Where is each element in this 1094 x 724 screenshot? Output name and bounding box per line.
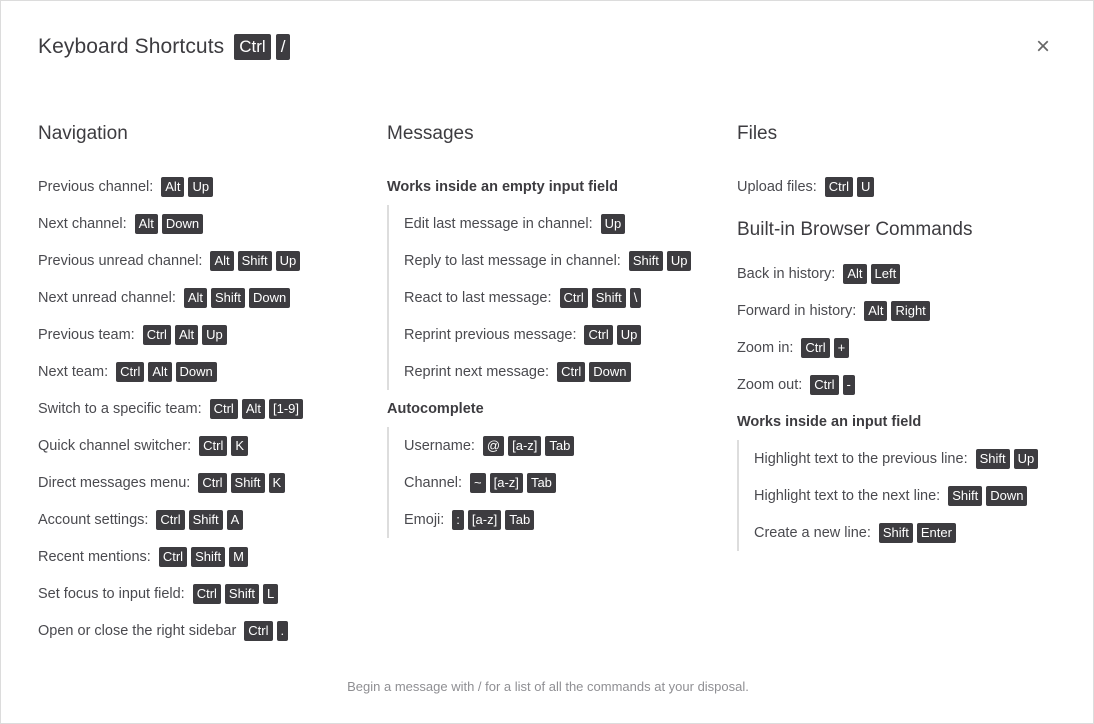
key-badge: ~ <box>470 473 486 493</box>
key-badge: Alt <box>864 301 887 321</box>
messages-section <box>387 121 695 538</box>
key-badge: Ctrl <box>557 362 585 382</box>
key-badge: Right <box>891 301 929 321</box>
shortcut-label: Previous channel: <box>38 178 154 195</box>
key-badge: K <box>231 436 248 456</box>
shortcut-row <box>754 440 1042 477</box>
key-badge: Up <box>667 251 692 271</box>
browser-list <box>737 255 1042 403</box>
shortcut-label: Create a new line: <box>754 524 871 541</box>
shortcut-row <box>38 205 307 242</box>
key-badge: Up <box>617 325 642 345</box>
shortcut-label: Direct messages menu: <box>38 474 191 491</box>
section-title: Messages <box>387 123 474 144</box>
key-badge: / <box>276 34 291 60</box>
key-badge: Down <box>176 362 217 382</box>
key-badge: Ctrl <box>810 375 838 395</box>
key-badge: Up <box>1014 449 1039 469</box>
key-badge: Ctrl <box>801 338 829 358</box>
shortcut-row <box>404 427 695 464</box>
key-badge: [1-9] <box>269 399 303 419</box>
key-badge: + <box>834 338 850 358</box>
shortcut-label: Next unread channel: <box>38 289 176 306</box>
shortcut-label: Set focus to input field: <box>38 585 185 602</box>
shortcut-label: Forward in history: <box>737 302 857 319</box>
files-section <box>737 121 1042 551</box>
key-badge: Down <box>162 214 203 234</box>
shortcut-row <box>38 316 307 353</box>
shortcut-row <box>38 390 307 427</box>
shortcut-row <box>38 242 307 279</box>
key-badge: \ <box>630 288 642 308</box>
shortcut-label: Previous team: <box>38 326 135 343</box>
key-badge: Alt <box>843 264 866 284</box>
key-badge: Shift <box>238 251 272 271</box>
key-badge: - <box>843 375 855 395</box>
key-badge: Up <box>601 214 626 234</box>
shortcut-label: Previous unread channel: <box>38 252 203 269</box>
key-badge: Shift <box>225 584 259 604</box>
shortcut-label: React to last message: <box>404 289 552 306</box>
shortcut-label: Reprint next message: <box>404 363 550 380</box>
key-badge: Shift <box>231 473 265 493</box>
key-badge: Alt <box>242 399 265 419</box>
shortcut-row <box>404 205 695 242</box>
shortcut-label: Open or close the right sidebar <box>38 622 237 639</box>
shortcut-label: Highlight text to the previous line: <box>754 450 968 467</box>
key-badge: Left <box>871 264 901 284</box>
shortcut-label: Channel: <box>404 474 463 491</box>
shortcut-label: Quick channel switcher: <box>38 437 192 454</box>
subsection-heading: Works inside an input field <box>737 413 922 430</box>
key-badge: Down <box>986 486 1027 506</box>
section-title: Files <box>737 123 778 144</box>
shortcut-row <box>38 501 307 538</box>
key-badge: [a-z] <box>490 473 523 493</box>
shortcut-row <box>404 316 695 353</box>
key-badge: Alt <box>175 325 198 345</box>
key-badge: Ctrl <box>584 325 612 345</box>
key-badge: Tab <box>527 473 556 493</box>
key-badge: Alt <box>184 288 207 308</box>
shortcut-label: Back in history: <box>737 265 836 282</box>
empty-input-group <box>387 205 695 390</box>
shortcut-row <box>38 168 307 205</box>
key-badge: Shift <box>976 449 1010 469</box>
key-badge: Up <box>276 251 301 271</box>
files-list <box>737 168 1042 205</box>
shortcut-label: Next channel: <box>38 215 127 232</box>
shortcut-row <box>754 477 1042 514</box>
shortcut-row <box>404 353 695 390</box>
shortcut-row <box>404 279 695 316</box>
autocomplete-group <box>387 427 695 538</box>
key-badge: Down <box>589 362 630 382</box>
close-icon[interactable]: × <box>1035 33 1050 60</box>
key-badge: Ctrl <box>825 177 853 197</box>
key-badge: Ctrl <box>193 584 221 604</box>
key-badge: Up <box>188 177 213 197</box>
key-badge: Shift <box>948 486 982 506</box>
shortcut-label: Reply to last message in channel: <box>404 252 621 269</box>
navigation-section <box>38 121 307 649</box>
modal-header <box>38 34 295 60</box>
key-badge: . <box>277 621 289 641</box>
shortcut-row <box>737 255 1042 292</box>
key-badge: Shift <box>211 288 245 308</box>
shortcut-row <box>404 501 695 538</box>
key-badge: M <box>229 547 248 567</box>
shortcut-label: Highlight text to the next line: <box>754 487 941 504</box>
shortcut-label: Zoom in: <box>737 339 794 356</box>
key-badge: Down <box>249 288 290 308</box>
shortcut-label: Account settings: <box>38 511 149 528</box>
shortcut-row <box>737 366 1042 403</box>
shortcut-label: Reprint previous message: <box>404 326 577 343</box>
key-badge: [a-z] <box>508 436 541 456</box>
footer-hint: Begin a message with / for a list of all the commands at your disposal. <box>347 679 749 694</box>
key-badge: : <box>452 510 464 530</box>
subsection-heading: Autocomplete <box>387 400 484 417</box>
key-badge: Ctrl <box>234 34 270 60</box>
subsection-heading: Works inside an empty input field <box>387 178 618 195</box>
shortcut-row <box>737 292 1042 329</box>
key-badge: Shift <box>879 523 913 543</box>
shortcut-row <box>754 514 1042 551</box>
key-badge: Shift <box>189 510 223 530</box>
navigation-list <box>38 168 307 649</box>
key-badge: Tab <box>545 436 574 456</box>
shortcut-row <box>38 353 307 390</box>
shortcut-row <box>38 612 307 649</box>
shortcut-row <box>38 575 307 612</box>
shortcut-row <box>38 279 307 316</box>
section-title: Built-in Browser Commands <box>737 219 973 240</box>
modal-title: Keyboard Shortcuts <box>38 35 225 58</box>
shortcut-label: Emoji: <box>404 511 445 528</box>
input-field-group <box>737 440 1042 551</box>
key-badge: Enter <box>917 523 956 543</box>
key-badge: Shift <box>191 547 225 567</box>
shortcut-label: Recent mentions: <box>38 548 151 565</box>
shortcut-row <box>737 329 1042 366</box>
key-badge: Alt <box>210 251 233 271</box>
shortcut-label: Upload files: <box>737 178 817 195</box>
shortcut-label: Zoom out: <box>737 376 803 393</box>
shortcut-label: Next team: <box>38 363 109 380</box>
key-badge: Shift <box>592 288 626 308</box>
key-badge: Ctrl <box>199 436 227 456</box>
shortcut-row <box>404 242 695 279</box>
key-badge: K <box>269 473 286 493</box>
title-shortcut-keys <box>234 34 295 60</box>
key-badge: @ <box>483 436 504 456</box>
shortcut-label: Edit last message in channel: <box>404 215 593 232</box>
shortcut-row <box>38 538 307 575</box>
key-badge: Alt <box>135 214 158 234</box>
key-badge: Shift <box>629 251 663 271</box>
key-badge: Ctrl <box>244 621 272 641</box>
shortcut-row <box>38 427 307 464</box>
key-badge: A <box>227 510 244 530</box>
key-badge: Ctrl <box>560 288 588 308</box>
key-badge: Up <box>202 325 227 345</box>
key-badge: Alt <box>148 362 171 382</box>
section-title: Navigation <box>38 123 128 144</box>
shortcut-label: Switch to a specific team: <box>38 400 202 417</box>
key-badge: Tab <box>505 510 534 530</box>
key-badge: [a-z] <box>468 510 501 530</box>
key-badge: Ctrl <box>116 362 144 382</box>
key-badge: Ctrl <box>159 547 187 567</box>
key-badge: U <box>857 177 874 197</box>
key-badge: Ctrl <box>156 510 184 530</box>
key-badge: Ctrl <box>198 473 226 493</box>
shortcut-row <box>737 168 1042 205</box>
shortcut-row <box>38 464 307 501</box>
shortcut-row <box>404 464 695 501</box>
shortcut-label: Username: <box>404 437 475 454</box>
key-badge: L <box>263 584 278 604</box>
key-badge: Ctrl <box>210 399 238 419</box>
key-badge: Ctrl <box>143 325 171 345</box>
key-badge: Alt <box>161 177 184 197</box>
